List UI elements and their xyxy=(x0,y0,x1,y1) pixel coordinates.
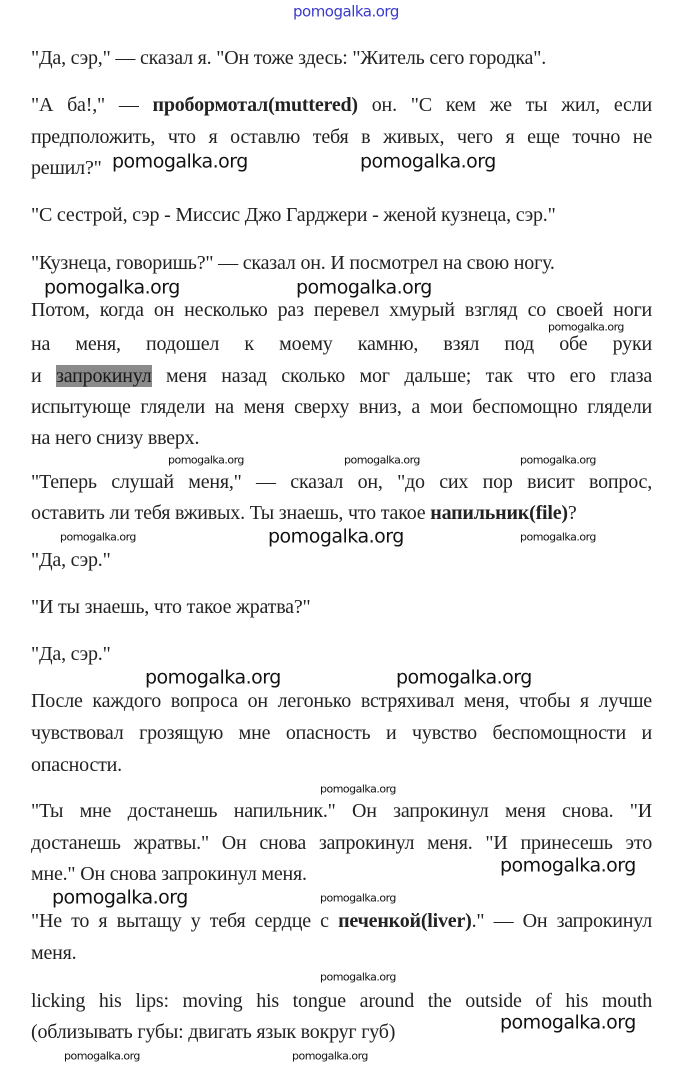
text-line xyxy=(31,503,652,524)
text-segment: "Да, сэр," — сказал я. "Он тоже здесь: "Житель сего городка". xyxy=(31,47,546,69)
header-watermark: pomogalka.org xyxy=(293,2,399,21)
text-line xyxy=(31,334,652,355)
text-line xyxy=(31,95,652,116)
text-line xyxy=(31,833,652,854)
text-line xyxy=(31,991,652,1012)
text-segment: "С сестрой, сэр - Миссис Джо Гарджери - женой кузнеца, сэр." xyxy=(31,204,556,226)
text-segment: чувствовал грозящую мне опасность и чувство беспомощности и xyxy=(31,722,652,744)
text-segment: "Да, сэр." xyxy=(31,643,111,665)
watermark: pomogalka.org xyxy=(500,854,636,877)
text-line xyxy=(31,428,652,449)
text-segment: он. "С кем же ты жил, если xyxy=(357,94,652,116)
text-line xyxy=(31,48,652,69)
text-segment: ." — Он запрокинул xyxy=(471,910,653,932)
watermark: pomogalka.org xyxy=(145,666,281,689)
text-segment: licking his lips: moving his tongue around the outside of his mouth xyxy=(31,990,652,1012)
text-segment: ? xyxy=(567,502,577,524)
watermark: pomogalka.org xyxy=(320,782,396,796)
watermark: pomogalka.org xyxy=(396,666,532,689)
watermark: pomogalka.org xyxy=(500,1011,636,1034)
text-segment: "Теперь слушай меня," — сказал он, "до сих пор висит вопрос, xyxy=(31,471,652,493)
text-segment: "А ба!," — xyxy=(31,94,153,116)
text-segment: (облизывать губы: двигать язык вокруг губ) xyxy=(31,1021,396,1043)
text-line xyxy=(31,366,652,387)
text-segment: предположить, что я оставлю тебя в живых, чего я еще точно не xyxy=(31,126,652,148)
text-segment: достанешь жратвы." Он снова запрокинул меня. "И принесешь это xyxy=(31,832,652,854)
text-segment: "Кузнеца, говоришь?" — сказал он. И посмотрел на свою ногу. xyxy=(31,252,555,274)
watermark: pomogalka.org xyxy=(64,1049,140,1063)
text-segment: и xyxy=(31,365,57,387)
text-line xyxy=(31,644,652,665)
text-segment: После каждого вопроса он легонько встряхивал меня, чтобы я лучше xyxy=(31,690,652,712)
text-line xyxy=(31,801,652,822)
watermark: pomogalka.org xyxy=(44,276,180,299)
watermark: pomogalka.org xyxy=(112,150,248,173)
watermark: pomogalka.org xyxy=(320,891,396,905)
bold-term: пробормотал(muttered) xyxy=(152,94,358,116)
watermark: pomogalka.org xyxy=(520,453,596,467)
text-segment: на меня, подошел к моему камню, взял под обе руки xyxy=(31,333,652,355)
text-line xyxy=(31,550,652,571)
text-segment: меня назад сколько мог дальше; так что его глаза xyxy=(151,365,652,387)
text-segment: решил?" xyxy=(31,157,102,179)
text-segment: Потом, когда он несколько раз перевел хмурый взгляд со своей ноги xyxy=(31,299,652,321)
highlighted-word: запрокинул xyxy=(56,365,152,387)
watermark: pomogalka.org xyxy=(320,970,396,984)
text-line xyxy=(31,755,652,776)
watermark: pomogalka.org xyxy=(344,453,420,467)
text-line xyxy=(31,300,652,321)
watermark: pomogalka.org xyxy=(292,1049,368,1063)
text-line xyxy=(31,723,652,744)
watermark: pomogalka.org xyxy=(548,320,624,334)
bold-term: напильник(file) xyxy=(430,502,568,524)
text-segment: испытующе глядели на меня сверху вниз, а мои беспомощно глядели xyxy=(31,396,652,418)
text-line xyxy=(31,253,652,274)
text-segment: "Да, сэр." xyxy=(31,549,111,571)
text-line xyxy=(31,127,652,148)
text-segment: мне." Он снова запрокинул меня. xyxy=(31,863,307,885)
text-segment: опасности. xyxy=(31,754,122,776)
text-line xyxy=(31,397,652,418)
text-segment: "И ты знаешь, что такое жратва?" xyxy=(31,596,311,618)
text-segment: на него снизу вверх. xyxy=(31,427,200,449)
text-line xyxy=(31,597,652,618)
text-line xyxy=(31,472,652,493)
watermark: pomogalka.org xyxy=(296,276,432,299)
watermark: pomogalka.org xyxy=(360,150,496,173)
text-line xyxy=(31,943,652,964)
watermark: pomogalka.org xyxy=(268,525,404,548)
watermark: pomogalka.org xyxy=(52,886,188,909)
text-segment: оставить ли тебя вживых. Ты знаешь, что такое xyxy=(31,502,431,524)
watermark: pomogalka.org xyxy=(168,453,244,467)
text-segment: меня. xyxy=(31,942,77,964)
bold-term: печенкой(liver) xyxy=(338,910,472,932)
text-line xyxy=(31,911,652,932)
text-line xyxy=(31,691,652,712)
watermark: pomogalka.org xyxy=(520,530,596,544)
text-line xyxy=(31,205,652,226)
text-segment: "Не то я вытащу у тебя сердце с xyxy=(31,910,339,932)
text-segment: "Ты мне достанешь напильник." Он запрокинул меня снова. "И xyxy=(31,800,652,822)
watermark: pomogalka.org xyxy=(60,530,136,544)
